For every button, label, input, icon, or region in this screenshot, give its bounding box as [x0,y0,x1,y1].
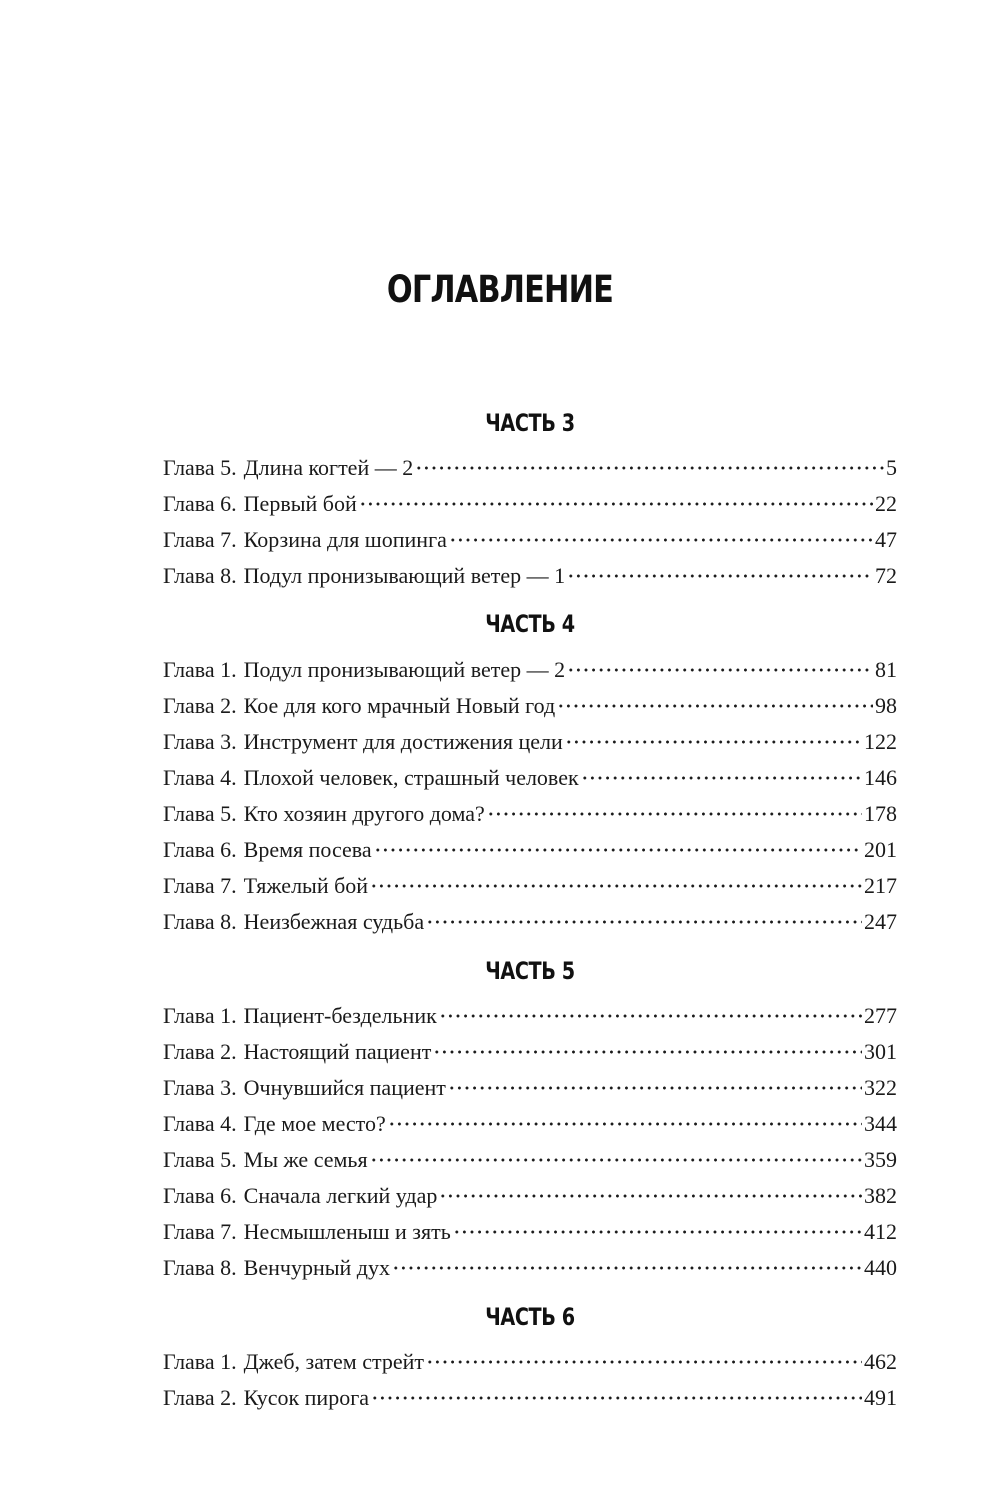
dot-leader [370,1158,862,1162]
chapter-title: Где мое место? [243,1111,386,1136]
chapter-title: Кто хозяин другого дома? [243,801,485,826]
dot-leader [439,1194,862,1198]
page-number: 47 [875,527,897,552]
chapter-title: Время посева [243,837,372,862]
dot-leader [392,1266,862,1270]
toc-entry[interactable] [163,1217,897,1247]
chapter-number: Глава 8. [163,909,237,934]
chapter-number: Глава 1. [163,1003,237,1028]
page-number: 382 [864,1183,897,1208]
dot-leader [371,1396,862,1400]
toc-entry[interactable] [163,835,897,865]
chapter-number: Глава 6. [163,837,237,862]
toc-entry[interactable] [163,1181,897,1211]
chapter-number: Глава 5. [163,801,237,826]
chapter-number: Глава 2. [163,693,237,718]
page-number: 178 [864,801,897,826]
page-number: 98 [875,693,897,718]
chapter-title: Настоящий пациент [243,1039,432,1064]
chapter-title: Корзина для шопинга [243,527,447,552]
dot-leader [433,1050,862,1054]
dot-leader [415,466,884,470]
chapter-title: Кусок пирога [243,1385,369,1410]
toc-entry[interactable] [163,871,897,901]
toc-entry[interactable] [163,1001,897,1031]
page-number: 81 [875,657,897,682]
chapter-title: Подул пронизывающий ветер — 1 [243,563,566,588]
page-number: 122 [864,729,897,754]
toc-entry[interactable] [163,1145,897,1175]
part-heading: ЧАСТЬ 6 [485,1303,575,1331]
toc-entry[interactable] [163,763,897,793]
page-number: 146 [864,765,897,790]
dot-leader [557,704,873,708]
toc-entry[interactable] [163,453,897,483]
toc-entry[interactable] [163,1109,897,1139]
chapter-title: Неизбежная судьба [243,909,425,934]
page-number: 359 [864,1147,897,1172]
chapter-number: Глава 4. [163,1111,237,1136]
page-number: 412 [864,1219,897,1244]
chapter-number: Глава 4. [163,765,237,790]
dot-leader [565,740,862,744]
chapter-number: Глава 1. [163,1349,237,1374]
chapter-title: Кое для кого мрачный Новый год [243,693,556,718]
chapter-title: Мы же семья [243,1147,368,1172]
chapter-title: Тяжелый бой [243,873,369,898]
chapter-number: Глава 3. [163,1075,237,1100]
toc-entry[interactable] [163,489,897,519]
toc-entry[interactable] [163,655,897,685]
page-number: 322 [864,1075,897,1100]
chapter-title: Джеб, затем стрейт [243,1349,425,1374]
page-number: 440 [864,1255,897,1280]
dot-leader [388,1122,862,1126]
dot-leader [567,668,873,672]
page-number: 277 [864,1003,897,1028]
page-number: 217 [864,873,897,898]
page-number: 201 [864,837,897,862]
chapter-title: Плохой человек, страшный человек [243,765,579,790]
chapter-number: Глава 6. [163,491,237,516]
chapter-title: Первый бой [243,491,357,516]
page-number: 72 [875,563,897,588]
chapter-number: Глава 2. [163,1385,237,1410]
toc-entry[interactable] [163,525,897,555]
dot-leader [426,1360,862,1364]
toc-entry[interactable] [163,561,897,591]
chapter-number: Глава 3. [163,729,237,754]
chapter-number: Глава 8. [163,563,237,588]
page-number: 301 [864,1039,897,1064]
page-title: ОГЛАВЛЕНИЕ [386,268,614,311]
chapter-title: Несмышленыш и зять [243,1219,451,1244]
chapter-number: Глава 1. [163,657,237,682]
dot-leader [567,574,873,578]
chapter-title: Очнувшийся пациент [243,1075,446,1100]
dot-leader [370,884,862,888]
chapter-number: Глава 5. [163,455,237,480]
toc-entry[interactable] [163,1383,897,1413]
chapter-number: Глава 7. [163,527,237,552]
dot-leader [581,776,862,780]
toc-entry[interactable] [163,727,897,757]
page-number: 5 [886,455,897,480]
page-number: 462 [864,1349,897,1374]
chapter-title: Длина когтей — 2 [243,455,414,480]
dot-leader [426,920,862,924]
chapter-number: Глава 7. [163,873,237,898]
toc-entry[interactable] [163,691,897,721]
dot-leader [453,1230,862,1234]
page-number: 491 [864,1385,897,1410]
chapter-number: Глава 5. [163,1147,237,1172]
dot-leader [439,1014,862,1018]
chapter-title: Пациент-бездельник [243,1003,437,1028]
chapter-number: Глава 7. [163,1219,237,1244]
chapter-number: Глава 8. [163,1255,237,1280]
dot-leader [448,1086,862,1090]
chapter-title: Инструмент для достижения цели [243,729,563,754]
dot-leader [374,848,862,852]
toc-entry[interactable] [163,799,897,829]
page-number: 344 [864,1111,897,1136]
part-heading: ЧАСТЬ 3 [485,409,575,437]
page-number: 22 [875,491,897,516]
page-number: 247 [864,909,897,934]
part-heading: ЧАСТЬ 4 [485,610,575,638]
chapter-title: Венчурный дух [243,1255,390,1280]
dot-leader [359,502,873,506]
chapter-title: Сначала легкий удар [243,1183,438,1208]
part-heading: ЧАСТЬ 5 [485,957,575,985]
toc-entry[interactable] [163,907,897,937]
toc-entry[interactable] [163,1253,897,1283]
dot-leader [487,812,862,816]
chapter-title: Подул пронизывающий ветер — 2 [243,657,566,682]
toc-entry[interactable] [163,1073,897,1103]
chapter-number: Глава 2. [163,1039,237,1064]
chapter-number: Глава 6. [163,1183,237,1208]
toc-entry[interactable] [163,1347,897,1377]
dot-leader [449,538,873,542]
toc-entry[interactable] [163,1037,897,1067]
